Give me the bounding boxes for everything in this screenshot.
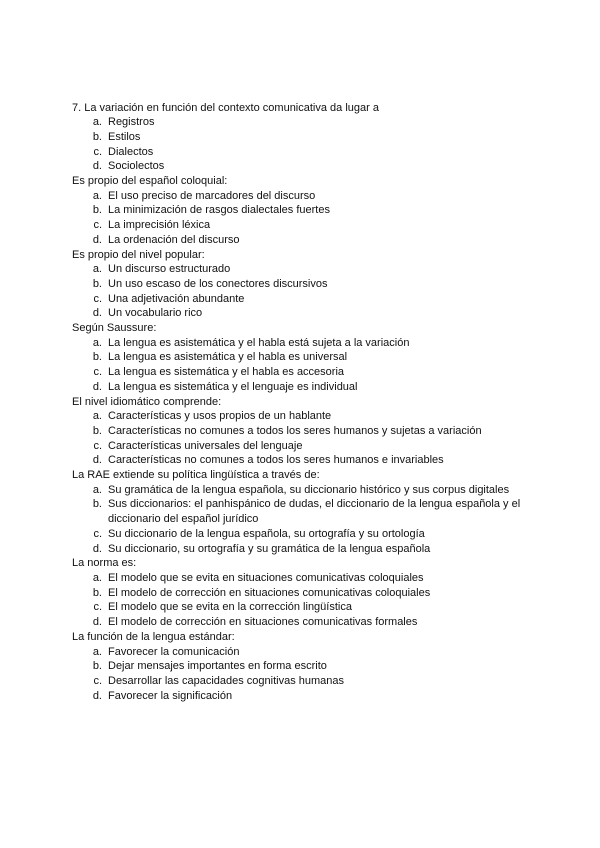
option-letter: c. bbox=[93, 674, 102, 687]
option-text: La imprecisión léxica bbox=[108, 219, 211, 232]
answer-option bbox=[72, 497, 532, 526]
option-text: Una adjetivación abundante bbox=[108, 292, 245, 305]
answer-option bbox=[72, 380, 532, 395]
option-text: Favorecer la comunicación bbox=[108, 645, 240, 658]
option-letter: b. bbox=[92, 204, 102, 217]
answer-option bbox=[72, 218, 532, 233]
option-text: La ordenación del discurso bbox=[108, 233, 240, 246]
option-list bbox=[72, 483, 532, 557]
option-text: La lengua es sistemática y el lenguaje es individual bbox=[108, 380, 358, 393]
option-text: Su diccionario de la lengua española, su ortografía y su ortología bbox=[108, 527, 425, 540]
option-list bbox=[72, 409, 532, 468]
answer-option bbox=[72, 689, 532, 704]
option-letter: d. bbox=[92, 307, 102, 320]
option-text: Su gramática de la lengua española, su diccionario histórico y sus corpus digitales bbox=[108, 483, 510, 496]
option-list bbox=[72, 115, 532, 174]
option-letter: d. bbox=[92, 380, 102, 393]
option-list bbox=[72, 189, 532, 248]
option-list bbox=[72, 262, 532, 321]
option-letter: c. bbox=[93, 219, 102, 232]
option-letter: d. bbox=[92, 542, 102, 555]
answer-option bbox=[72, 542, 532, 557]
option-letter: b. bbox=[92, 351, 102, 364]
option-letter: c. bbox=[93, 145, 102, 158]
answer-option bbox=[72, 645, 532, 660]
question-block bbox=[72, 248, 532, 322]
question-block bbox=[72, 174, 532, 248]
answer-option bbox=[72, 130, 532, 145]
answer-option bbox=[72, 306, 532, 321]
answer-option bbox=[72, 586, 532, 601]
question-text: El nivel idiomático comprende: bbox=[72, 395, 222, 408]
option-text: Su diccionario, su ortografía y su gramática de la lengua española bbox=[108, 542, 431, 555]
question-block bbox=[72, 101, 532, 175]
option-text: El modelo de corrección en situaciones comunicativas coloquiales bbox=[108, 586, 431, 599]
answer-option bbox=[72, 453, 532, 468]
question-block bbox=[72, 630, 532, 704]
option-letter: b. bbox=[92, 130, 102, 143]
option-letter: c. bbox=[93, 292, 102, 305]
option-text: La minimización de rasgos dialectales fuertes bbox=[108, 204, 330, 217]
option-letter: a. bbox=[92, 410, 102, 423]
answer-option bbox=[72, 292, 532, 307]
answer-option bbox=[72, 424, 532, 439]
option-letter: b. bbox=[92, 498, 102, 511]
option-text: Características universales del lenguaje bbox=[108, 439, 303, 452]
answer-option bbox=[72, 203, 532, 218]
option-list bbox=[72, 645, 532, 704]
option-text: Dialectos bbox=[108, 145, 154, 158]
option-letter: d. bbox=[92, 454, 102, 467]
option-text: Favorecer la significación bbox=[108, 689, 233, 702]
option-text: Sus diccionarios: el panhispánico de dudas, el diccionario de la lengua española y el diccionario del español jurídico bbox=[108, 498, 521, 526]
option-text: Un discurso estructurado bbox=[108, 263, 231, 276]
option-text: Características no comunes a todos los seres humanos e invariables bbox=[108, 454, 444, 467]
option-letter: c. bbox=[93, 439, 102, 452]
answer-option bbox=[72, 600, 532, 615]
option-letter: a. bbox=[92, 645, 102, 658]
answer-option bbox=[72, 350, 532, 365]
question-block bbox=[72, 395, 532, 469]
question-text: Según Saussure: bbox=[72, 322, 157, 335]
option-letter: d. bbox=[92, 160, 102, 173]
option-letter: b. bbox=[92, 424, 102, 437]
option-text: Un uso escaso de los conectores discursivos bbox=[108, 277, 328, 290]
option-letter: a. bbox=[92, 483, 102, 496]
question-text: 7. La variación en función del contexto comunicativa da lugar a bbox=[72, 101, 379, 114]
option-text: El modelo que se evita en la corrección lingüística bbox=[108, 601, 352, 614]
question-list bbox=[72, 101, 532, 704]
option-letter: a. bbox=[92, 189, 102, 202]
option-text: La lengua es sistemática y el habla es accesoria bbox=[108, 366, 345, 379]
option-text: Características no comunes a todos los seres humanos y sujetas a variación bbox=[108, 424, 482, 437]
option-text: Registros bbox=[108, 116, 155, 129]
option-letter: d. bbox=[92, 233, 102, 246]
option-letter: b. bbox=[92, 586, 102, 599]
option-letter: c. bbox=[93, 527, 102, 540]
answer-option bbox=[72, 365, 532, 380]
answer-option bbox=[72, 615, 532, 630]
answer-option bbox=[72, 336, 532, 351]
option-text: La lengua es asistemática y el habla está sujeta a la variación bbox=[108, 336, 410, 349]
answer-option bbox=[72, 145, 532, 160]
question-text: La función de la lengua estándar: bbox=[72, 630, 235, 643]
answer-option bbox=[72, 409, 532, 424]
option-text: Sociolectos bbox=[108, 160, 165, 173]
option-text: Dejar mensajes importantes en forma escrito bbox=[108, 660, 327, 673]
answer-option bbox=[72, 571, 532, 586]
question-block bbox=[72, 468, 532, 556]
option-text: El uso preciso de marcadores del discurso bbox=[108, 189, 316, 202]
question-text: La norma es: bbox=[72, 557, 137, 570]
option-text: La lengua es asistemática y el habla es universal bbox=[108, 351, 348, 364]
option-text: Características y usos propios de un hablante bbox=[108, 410, 332, 423]
answer-option bbox=[72, 439, 532, 454]
answer-option bbox=[72, 527, 532, 542]
option-letter: b. bbox=[92, 660, 102, 673]
answer-option bbox=[72, 189, 532, 204]
option-letter: c. bbox=[93, 366, 102, 379]
option-text: El modelo de corrección en situaciones comunicativas formales bbox=[108, 616, 418, 629]
option-letter: a. bbox=[92, 336, 102, 349]
answer-option bbox=[72, 674, 532, 689]
answer-option bbox=[72, 159, 532, 174]
answer-option bbox=[72, 262, 532, 277]
answer-option bbox=[72, 483, 532, 498]
option-letter: d. bbox=[92, 616, 102, 629]
question-text: La RAE extiende su política lingüística a través de: bbox=[72, 469, 320, 482]
option-text: El modelo que se evita en situaciones comunicativas coloquiales bbox=[108, 572, 424, 584]
option-list bbox=[72, 571, 532, 630]
question-text: Es propio del nivel popular: bbox=[72, 248, 205, 261]
answer-option bbox=[72, 277, 532, 292]
answer-option bbox=[72, 659, 532, 674]
option-text: Desarrollar las capacidades cognitivas humanas bbox=[108, 674, 345, 687]
option-letter: d. bbox=[92, 689, 102, 702]
option-list bbox=[72, 336, 532, 395]
answer-option bbox=[72, 115, 532, 130]
question-block bbox=[72, 321, 532, 395]
option-letter: b. bbox=[92, 277, 102, 290]
question-text: Es propio del español coloquial: bbox=[72, 175, 228, 188]
option-letter: a. bbox=[92, 116, 102, 129]
option-text: Un vocabulario rico bbox=[108, 307, 203, 320]
option-letter: a. bbox=[92, 572, 102, 584]
answer-option bbox=[72, 233, 532, 248]
option-text: Estilos bbox=[108, 130, 141, 143]
question-block bbox=[72, 556, 532, 630]
option-letter: c. bbox=[93, 601, 102, 614]
option-letter: a. bbox=[92, 263, 102, 276]
